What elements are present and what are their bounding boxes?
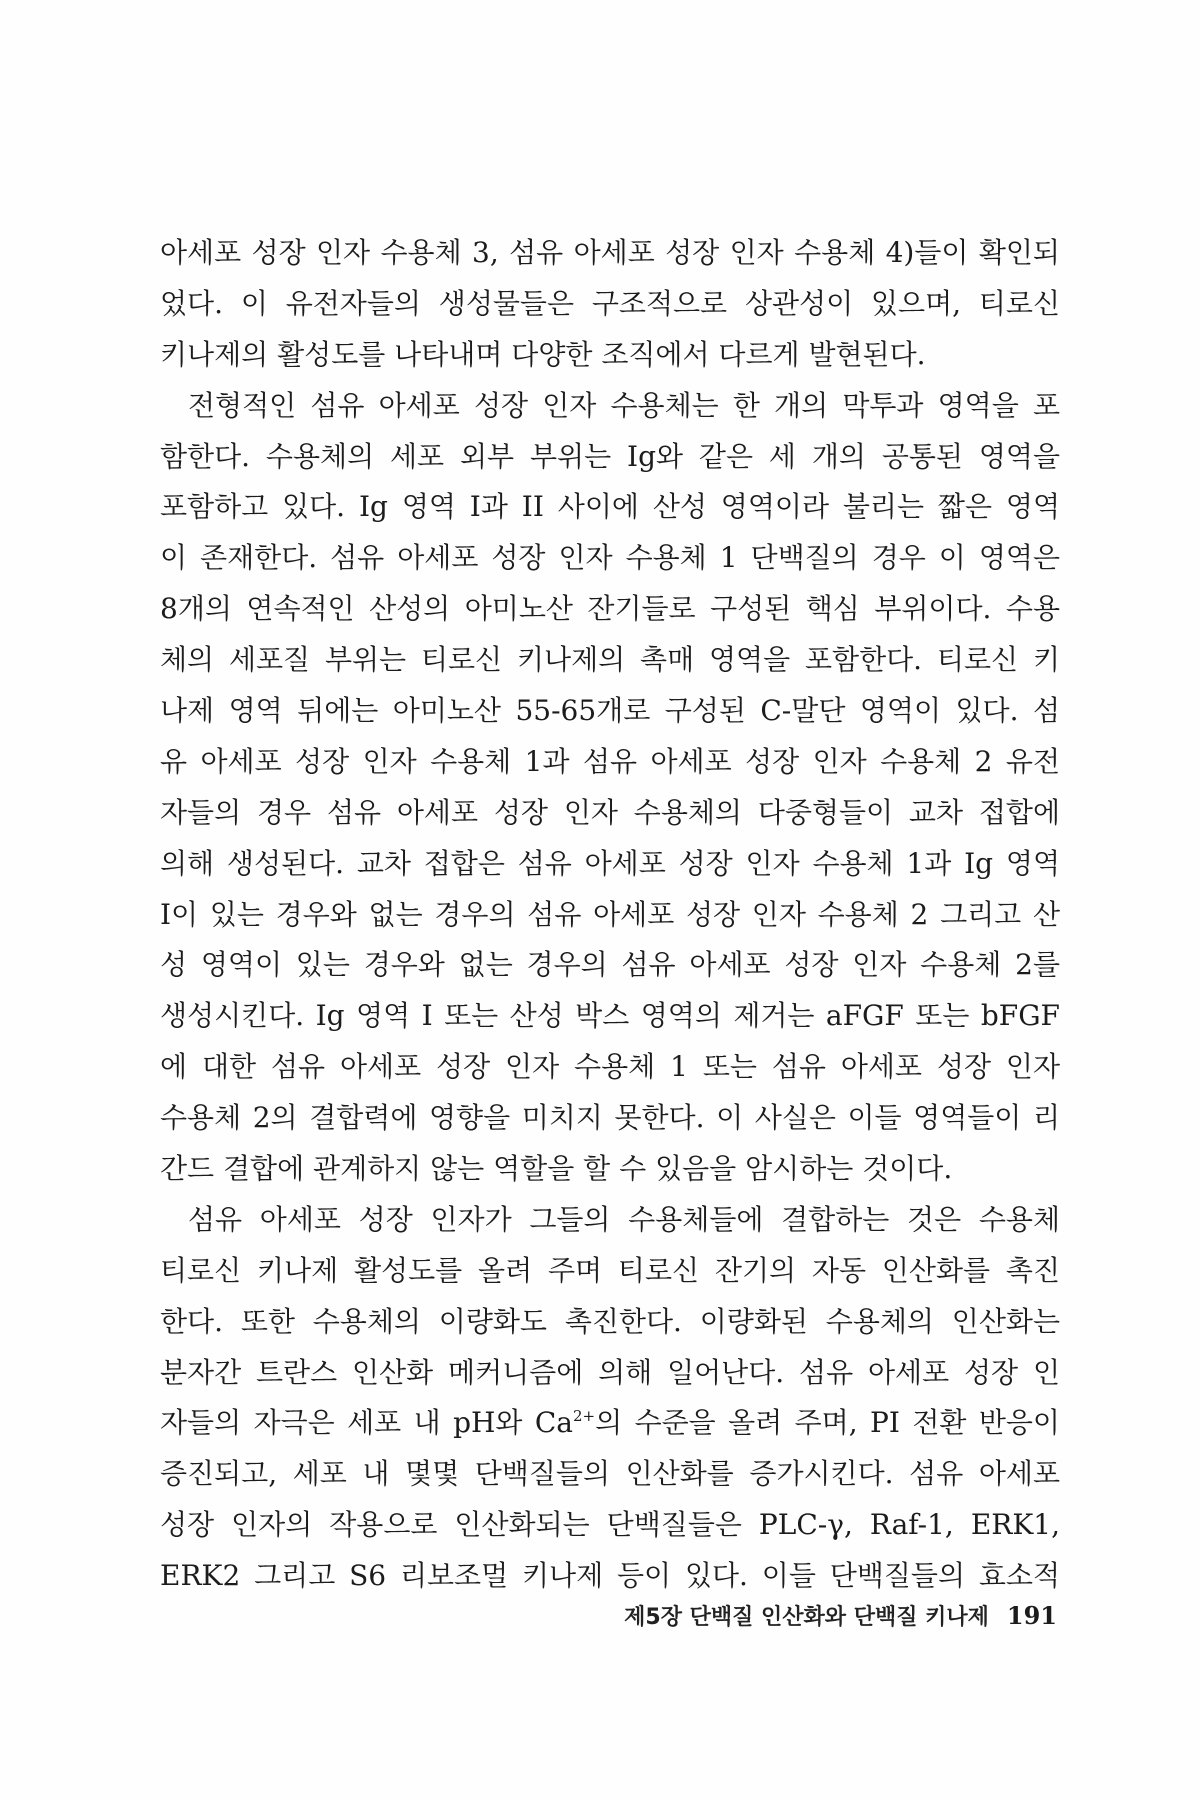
text-line: 티로신 키나제 활성도를 올려 주며 티로신 잔기의 자동 인산화를 촉진 [160,1253,1060,1287]
text-line: I이 있는 경우와 없는 경우의 섬유 아세포 성장 인자 수용체 2 그리고 산 [160,897,1060,931]
body-text [160,228,1060,1602]
text-line: 이 존재한다. 섬유 아세포 성장 인자 수용체 1 단백질의 경우 이 영역은 [160,541,1060,575]
text-line: 유 아세포 성장 인자 수용체 1과 섬유 아세포 성장 인자 수용체 2 유전 [160,744,1060,778]
text-line: 수용체 2의 결합력에 영향을 미치지 못한다. 이 사실은 이들 영역들이 리 [160,1101,1060,1135]
text-line: 간드 결합에 관계하지 않는 역할을 할 수 있음을 암시하는 것이다. [160,1152,953,1186]
text-line: 한다. 또한 수용체의 이량화도 촉진한다. 이량화된 수용체의 인산화는 [160,1304,1060,1338]
text-line: 체의 세포질 부위는 티로신 키나제의 촉매 영역을 포함한다. 티로신 키 [160,643,1060,677]
text-line: 자들의 경우 섬유 아세포 성장 인자 수용체의 다중형들이 교차 접합에 [160,795,1060,829]
text-line: 증진되고, 세포 내 몇몇 단백질들의 인산화를 증가시킨다. 섬유 아세포 [160,1457,1060,1491]
text-fragment: 의 수준을 올려 주며, PI 전환 반응이 [595,1406,1060,1440]
chapter-title: 제5장 단백질 인산화와 단백질 키나제 [624,1605,989,1630]
text-line: 아세포 성장 인자 수용체 3, 섬유 아세포 성장 인자 수용체 4)들이 확인되 [160,236,1060,269]
text-line: 포함하고 있다. Ig 영역 I과 II 사이에 산성 영역이라 불리는 짧은 영역 [160,490,1060,524]
text-line: 성장 인자의 작용으로 인산화되는 단백질들은 PLC-γ, Raf-1, ERK1, [160,1508,1060,1542]
text-line: 성 영역이 있는 경우와 없는 경우의 섬유 아세포 성장 인자 수용체 2를 [160,948,1060,982]
text-line: 의해 생성된다. 교차 접합은 섬유 아세포 성장 인자 수용체 1과 Ig 영역 [160,846,1060,880]
text-line: 나제 영역 뒤에는 아미노산 55-65개로 구성된 C-말단 영역이 있다. 섬 [160,694,1060,728]
text-line: 었다. 이 유전자들의 생성물들은 구조적으로 상관성이 있으며, 티로신 [160,286,1060,320]
running-footer [545,1598,1057,1634]
text-line-superscript [160,1398,1060,1449]
text-line: 분자간 트란스 인산화 메커니즘에 의해 일어난다. 섬유 아세포 성장 인 [160,1355,1060,1389]
text-line: 생성시킨다. Ig 영역 I 또는 산성 박스 영역의 제거는 aFGF 또는 bFGF [160,999,1060,1033]
text-line: 8개의 연속적인 산성의 아미노산 잔기들로 구성된 핵심 부위이다. 수용 [160,592,1060,626]
text-line: 섬유 아세포 성장 인자가 그들의 수용체들에 결합하는 것은 수용체 [188,1202,1060,1236]
text-line: 키나제의 활성도를 나타내며 다양한 조직에서 다르게 발현된다. [160,337,926,371]
text-line: ERK2 그리고 S6 리보조멀 키나제 등이 있다. 이들 단백질들의 효소적 [160,1559,1060,1593]
text-fragment: 자들의 자극은 세포 내 pH와 Ca [160,1406,573,1440]
page-number: 191 [1006,1601,1057,1630]
text-line: 함한다. 수용체의 세포 외부 부위는 Ig와 같은 세 개의 공통된 영역을 [160,439,1060,473]
text-line: 전형적인 섬유 아세포 성장 인자 수용체는 한 개의 막투과 영역을 포 [188,388,1060,422]
text-line: 에 대한 섬유 아세포 성장 인자 수용체 1 또는 섬유 아세포 성장 인자 [160,1050,1060,1084]
superscript-charge: 2+ [572,1407,596,1426]
